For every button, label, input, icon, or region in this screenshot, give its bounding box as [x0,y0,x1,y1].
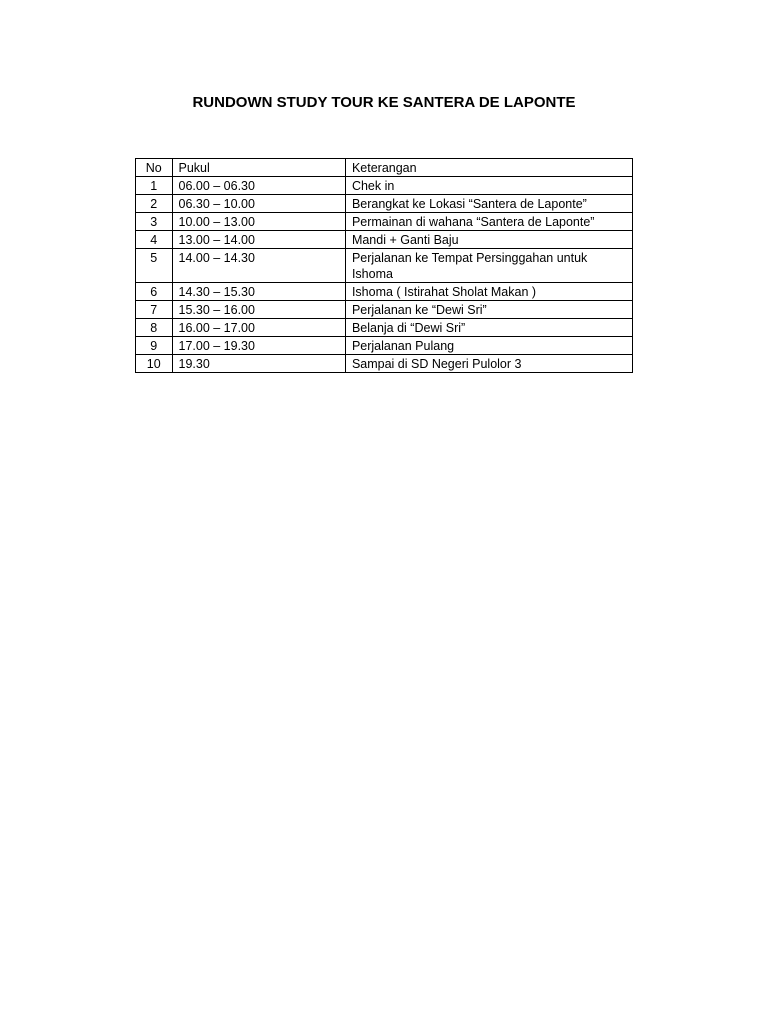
row-description: Perjalanan Pulang [345,337,632,355]
table-row [136,177,633,195]
row-number: 5 [136,249,173,283]
row-time: 14.00 – 14.30 [172,249,345,283]
row-number: 7 [136,301,173,319]
header-description: Keterangan [345,159,632,177]
row-time: 19.30 [172,355,345,373]
row-number: 10 [136,355,173,373]
table-header-row [136,159,633,177]
row-number: 8 [136,319,173,337]
row-time: 15.30 – 16.00 [172,301,345,319]
table-row [136,319,633,337]
header-no: No [136,159,173,177]
row-description: Sampai di SD Negeri Pulolor 3 [345,355,632,373]
row-number: 4 [136,231,173,249]
row-description: Mandi + Ganti Baju [345,231,632,249]
table-row [136,337,633,355]
row-description: Ishoma ( Istirahat Sholat Makan ) [345,283,632,301]
row-time: 17.00 – 19.30 [172,337,345,355]
row-time: 10.00 – 13.00 [172,213,345,231]
row-time: 06.30 – 10.00 [172,195,345,213]
rundown-table [135,158,633,373]
table-row [136,355,633,373]
row-time: 13.00 – 14.00 [172,231,345,249]
row-number: 9 [136,337,173,355]
row-description: Perjalanan ke Tempat Persinggahan untuk Ishoma [345,249,632,283]
table-row [136,195,633,213]
table-row [136,301,633,319]
header-time: Pukul [172,159,345,177]
table-row [136,213,633,231]
row-description: Permainan di wahana “Santera de Laponte” [345,213,632,231]
row-description: Chek in [345,177,632,195]
row-number: 2 [136,195,173,213]
table-row [136,231,633,249]
row-description: Perjalanan ke “Dewi Sri” [345,301,632,319]
row-number: 6 [136,283,173,301]
row-number: 3 [136,213,173,231]
row-time: 06.00 – 06.30 [172,177,345,195]
row-time: 14.30 – 15.30 [172,283,345,301]
table-row [136,249,633,283]
row-time: 16.00 – 17.00 [172,319,345,337]
row-description: Berangkat ke Lokasi “Santera de Laponte” [345,195,632,213]
row-number: 1 [136,177,173,195]
page-title: RUNDOWN STUDY TOUR KE SANTERA DE LAPONTE [192,94,576,111]
table-row [136,283,633,301]
row-description: Belanja di “Dewi Sri” [345,319,632,337]
